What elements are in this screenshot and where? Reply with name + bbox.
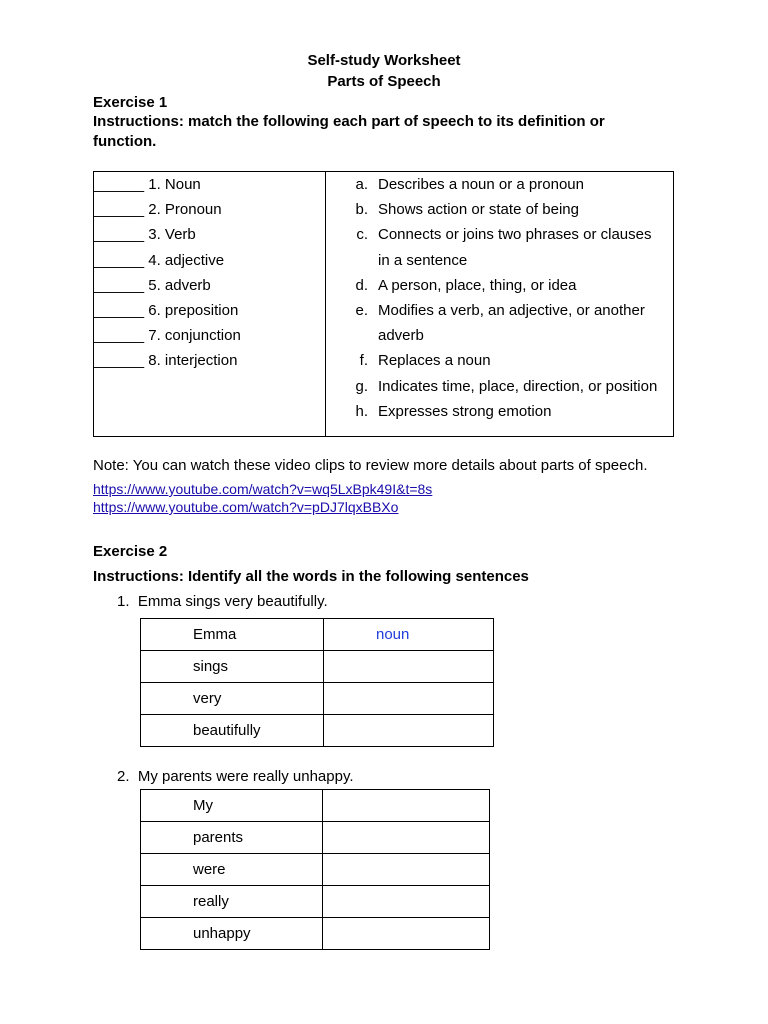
word-cell: really (141, 886, 323, 918)
exercise1-instructions-line2: function. (93, 133, 157, 150)
terms-column (94, 172, 326, 437)
definition-item (326, 348, 673, 373)
definition-text: in a sentence (378, 251, 468, 269)
exercise2-heading: Exercise 2 (93, 543, 168, 560)
word-cell: unhappy (141, 918, 323, 950)
word-cell: were (141, 854, 323, 886)
matching-table (93, 171, 674, 437)
worksheet-subtitle: Parts of Speech (327, 73, 441, 90)
definition-item (326, 399, 673, 424)
word-cell: Emma (141, 619, 324, 651)
answer-cell[interactable] (323, 822, 490, 854)
definition-letter: f. (359, 352, 368, 370)
definition-letter (326, 248, 378, 273)
definition-item (326, 323, 673, 348)
definition-text: Indicates time, place, direction, or position (378, 377, 658, 395)
video-link-1[interactable]: https://www.youtube.com/watch?v=wq5LxBpk49I&t=8s (93, 481, 433, 497)
sentence-2-label: 2. My parents were really unhappy. (117, 768, 354, 785)
sentence-1-label: 1. Emma sings very beautifully. (117, 593, 328, 610)
word-cell: very (141, 683, 324, 715)
table-row (141, 822, 490, 854)
term-item: ______ 6. preposition (94, 301, 239, 319)
table-row (141, 715, 494, 747)
answer-cell[interactable] (324, 715, 494, 747)
sentence-2-table (140, 789, 490, 950)
definition-item (326, 374, 673, 399)
definition-text: Shows action or state of being (378, 201, 579, 219)
definition-text: Connects or joins two phrases or clauses (378, 226, 652, 244)
word-cell: sings (141, 651, 324, 683)
note-text: Note: You can watch these video clips to review more details about parts of speech. (93, 457, 648, 474)
definition-item (326, 172, 673, 197)
definition-text: Describes a noun or a pronoun (378, 176, 584, 193)
worksheet-title: Self-study Worksheet (307, 52, 461, 69)
term-item: ______ 2. Pronoun (94, 201, 222, 219)
exercise2-instructions: Instructions: Identify all the words in the following sentences (93, 568, 529, 585)
answer-cell[interactable] (323, 790, 490, 822)
exercise1-instructions-line1: Instructions: match the following each part of speech to its definition or (93, 113, 605, 130)
definition-letter: h. (355, 402, 368, 420)
video-link-2[interactable]: https://www.youtube.com/watch?v=pDJ7lqxBBXo (93, 499, 399, 515)
answer-cell[interactable]: noun (324, 619, 494, 651)
definition-letter: d. (355, 276, 368, 294)
term-item: ______ 3. Verb (94, 226, 196, 244)
table-row (141, 918, 490, 950)
answer-cell[interactable] (323, 854, 490, 886)
table-row (141, 683, 494, 715)
definition-text: Modifies a verb, an adjective, or another (378, 301, 645, 319)
definition-item (326, 197, 673, 222)
definition-item (326, 248, 673, 273)
definition-letter: b. (355, 201, 368, 219)
definitions-column (326, 172, 674, 437)
answer-cell[interactable] (323, 918, 490, 950)
definition-item (326, 222, 673, 247)
definition-text: adverb (378, 327, 424, 345)
definition-text: A person, place, thing, or idea (378, 276, 577, 294)
term-item: ______ 8. interjection (94, 352, 238, 370)
table-row (141, 651, 494, 683)
word-cell: parents (141, 822, 323, 854)
sentence-1-table (140, 618, 494, 747)
term-item: ______ 4. adjective (94, 251, 225, 269)
definition-item (326, 298, 673, 323)
word-cell: My (141, 790, 323, 822)
table-row (141, 619, 494, 651)
table-row (141, 854, 490, 886)
definition-letter: c. (356, 226, 368, 244)
definition-letter: a. (355, 176, 368, 193)
word-cell: beautifully (141, 715, 324, 747)
answer-cell[interactable] (324, 683, 494, 715)
term-item: ______ 5. adverb (94, 276, 211, 294)
definition-text: Expresses strong emotion (378, 402, 552, 420)
answer-cell[interactable] (324, 651, 494, 683)
term-item: ______ 7. conjunction (94, 327, 241, 345)
exercise1-heading: Exercise 1 (93, 94, 168, 111)
definition-letter: g. (355, 377, 368, 395)
table-row (141, 886, 490, 918)
answer-cell[interactable] (323, 886, 490, 918)
table-row (141, 790, 490, 822)
definition-text: Replaces a noun (378, 352, 491, 370)
definition-letter (326, 323, 378, 348)
definition-letter: e. (355, 301, 368, 319)
definition-item (326, 273, 673, 298)
term-item: ______ 1. Noun (94, 176, 201, 193)
